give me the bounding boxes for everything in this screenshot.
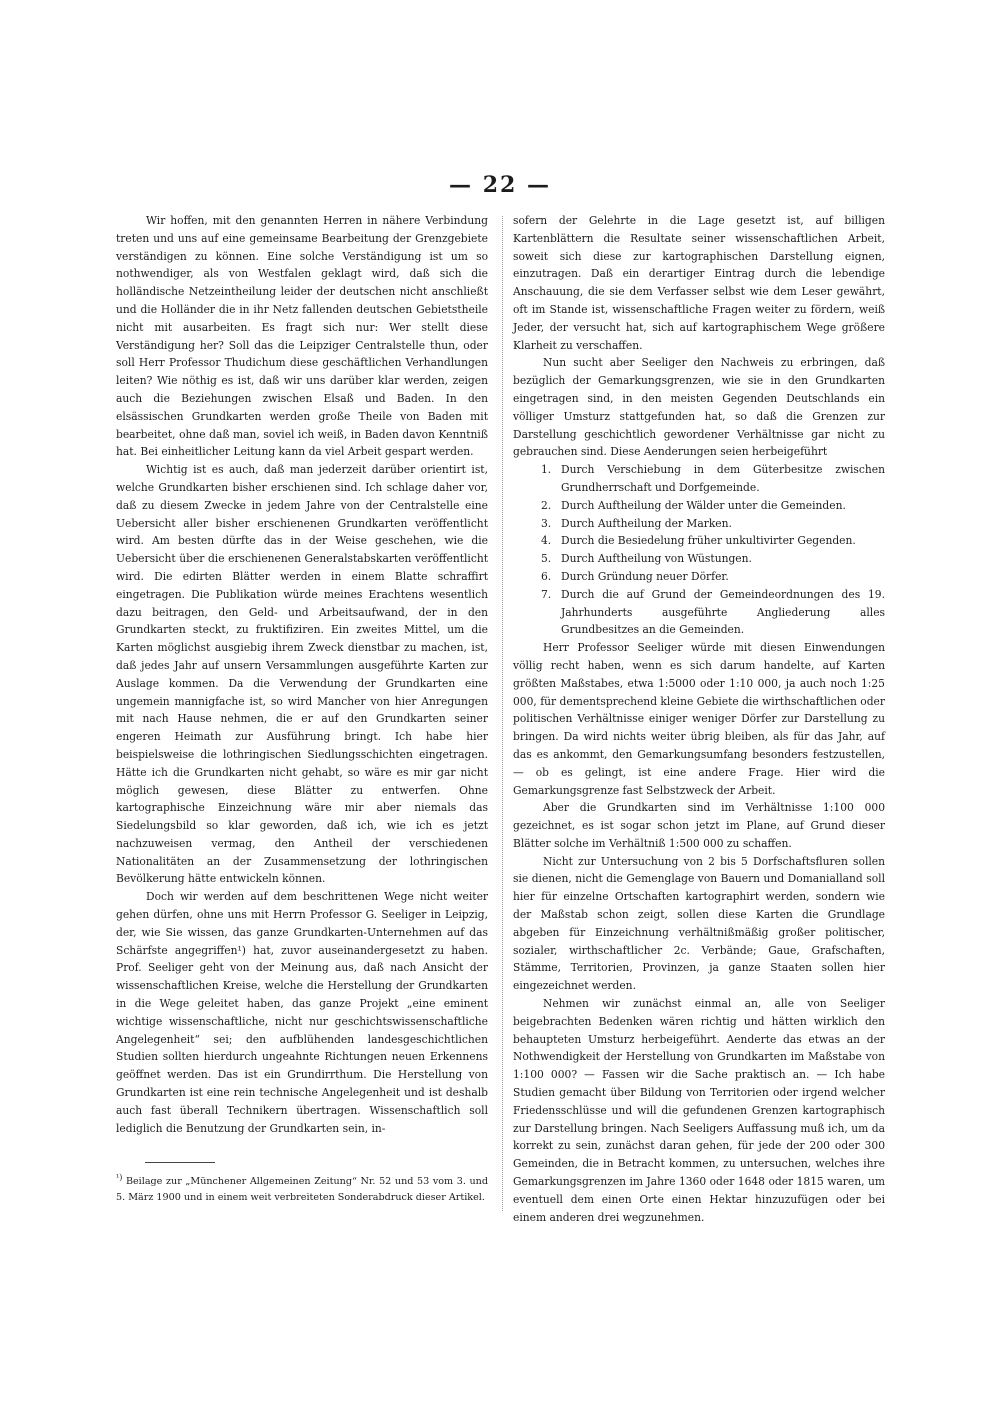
list-number: 1.	[541, 463, 552, 477]
paragraph: Nun sucht aber Seeliger den Nachweis zu erbringen, daß bezüglich der Gemarkungsgrenzen, wie sie in den Grundkarten eingetragen sind, in den meisten Gegenden Deutschlands ein völliger Umsturz stattgefunden hat, so daß die Grenzen zur Darstellung geschichtlich gewordener Verhältnisse gar nicht zu gebrauchen sind. Diese Aenderungen seien herbeigeführt	[513, 356, 885, 459]
list-number: 3.	[541, 516, 552, 530]
column-divider	[502, 216, 503, 1211]
list-number: 5.	[541, 552, 552, 566]
paragraph: Wichtig ist es auch, daß man jederzeit darüber orientirt ist, welche Grundkarten bisher erschienen sind. Ich schlage daher vor, daß zu diesem Zwecke in jedem Jahre von der Centralstelle eine Uebersicht aller bisher erschienenen Grundkarten veröffentlicht wird. Am besten dürfte das in der Weise geschehen, wie die Uebersicht über die erschienenen Generalstabskarten veröffentlicht wird. Die edirten Blätter werden in einem Blatte schraffirt eingetragen. Die Publikation würde meines Erachtens wesentlich dazu beitragen, den Geld- und Arbeitsaufwand, der in den Grundkarten steckt, zu fruktifiziren. Ein zweites Mittel, um die Karten möglichst ausgiebig ihrem Zweck dienstbar zu machen, ist, daß jedes Jahr auf unsern Versammlungen ausgeführte Karten zur Auslage kommen. Da die Verwendung der Grundkarten eine ungemein mannigfache ist, so wird Mancher von hier Anregungen mit nach Hause nehmen, die er auf den Grundkarten seiner engeren Heimath zur Ausführung bringt. Ich habe hier beispielsweise die lothringischen Siedlungsschichten eingetragen. Hätte ich die Grundkarten nicht gehabt, so wäre es mir gar nicht möglich gewesen, diese Blätter zu entwerfen. Ohne kartographische Einzeichnung wäre mir aber niemals das Siedelungsbild so klar geworden, daß ich, wie ich es jetzt nachzuweisen vermag, den Antheil der verschiedenen Nationalitäten an der Zusammensetzung der lothringischen Bevölkerung hätte entwickeln können.	[116, 463, 488, 886]
list-item	[513, 532, 885, 550]
list-item-text: Durch Auftheilung der Wälder unter die Gemeinden.	[561, 498, 846, 512]
list-item-text: Durch Auftheilung von Wüstungen.	[561, 552, 752, 566]
list-item	[513, 515, 885, 533]
paragraph: Nehmen wir zunächst einmal an, alle von Seeliger beigebrachten Bedenken wären richtig und hätten wirklich den behaupteten Umsturz herbeigeführt. Aenderte das etwas an der Nothwendigkeit der Herstellung von Grundkarten im Maßstabe von 1:100 000? — Fassen wir die Sache praktisch an. — Ich habe Studien gemacht über Bildung von Territorien oder irgend welcher Friedensschlüsse und will die gefundenen Grenzen kartographisch zur Darstellung bringen. Nach Seeligers Auffassung muß ich, um da korrekt zu sein, zunächst daran gehen, für jede der 200 oder 300 Gemeinden, die in Betracht kommen, zu untersuchen, welches ihre Gemarkungsgrenzen im Jahre 1360 oder 1648 oder 1815 waren, um eventuell dem einen Orte einen Hektar hinzuzufügen oder bei einem anderen drei wegzunehmen.	[513, 997, 885, 1224]
footnote	[116, 1170, 488, 1206]
list-number: 4.	[541, 534, 552, 548]
footnote-text: Beilage zur „Münchener Allgemeinen Zeitung“ Nr. 52 und 53 vom 3. und 5. März 1900 und in einem weit verbreiteten Sonderabdruck dieser Artikel.	[116, 1176, 488, 1204]
list-item	[513, 550, 885, 568]
paragraph: Aber die Grundkarten sind im Verhältnisse 1:100 000 gezeichnet, es ist sogar schon jetzt im Plane, auf Grund dieser Blätter solche im Verhältniß 1:500 000 zu schaffen.	[513, 801, 885, 850]
page-number: — 22 —	[449, 172, 551, 198]
list-item-text: Durch die Besiedelung früher unkultivirter Gegenden.	[561, 534, 856, 548]
footnote-mark: ¹)	[116, 1173, 123, 1182]
list-item-text: Durch Gründung neuer Dörfer.	[561, 569, 729, 583]
paragraph: Nicht zur Untersuchung von 2 bis 5 Dorfschaftsfluren sollen sie dienen, nicht die Gemenglage von Bauern und Domanialland soll hier für einzelne Ortschaften kartographirt werden, sondern wie der Maßstab schon zeigt, sollen diese Karten die Grundlage abgeben für Einzeichnung verhältnißmäßig großer politischer, sozialer, wirthschaftlicher 2c. Verbände; Gaue, Grafschaften, Stämme, Territorien, Provinzen, ja ganze Staaten sollen hier eingezeichnet werden.	[513, 854, 885, 993]
paragraph: sofern der Gelehrte in die Lage gesetzt ist, auf billigen Kartenblättern die Resultate seiner wissenschaftlichen Arbeit, soweit sich diese zur kartographischen Darstellung eignen, einzutragen. Daß ein derartiger Eintrag durch die lebendige Anschauung, die sie dem Verfasser selbst wie dem Leser gewährt, oft im Stande ist, wissenschaftliche Fragen weiter zu fördern, weiß Jeder, der versucht hat, sich auf kartographischem Wege größere Klarheit zu verschaffen.	[513, 214, 885, 352]
left-column	[116, 212, 488, 1137]
paragraph: Wir hoffen, mit den genannten Herren in nähere Verbindung treten und uns auf eine gemeinsame Bearbeitung der Grenzgebiete verständigen zu können. Eine solche Verständigung ist um so nothwendiger, als von Westfalen geklagt wird, daß sich die holländische Netzeintheilung leider der deutschen nicht anschließt und die Holländer die in ihr Netz fallenden deutschen Gebietstheile nicht mit ausarbeiten. Es fragt sich nur: Wer stellt diese Verständigung her? Soll das die Leipziger Centralstelle thun, oder soll Herr Professor Thudichum diese geschäftlichen Verhandlungen leiten? Wie nöthig es ist, daß wir uns darüber klar werden, zeigen auch die Beziehungen zwischen Elsaß und Baden. In den elsässischen Grundkarten werden große Theile von Baden mit bearbeitet, ohne daß man, soviel ich weiß, in Baden davon Kenntniß hat. Bei einheitlicher Leitung kann da viel Arbeit gespart werden.	[116, 214, 488, 459]
list-item	[513, 568, 885, 586]
list-item-text: Durch Verschiebung in dem Güterbesitze zwischen Grundherrschaft und Dorfgemeinde.	[561, 463, 885, 494]
paragraph: Herr Professor Seeliger würde mit diesen Einwendungen völlig recht haben, wenn es sich darum handelte, auf Karten größten Maßstabes, etwa 1:5000 oder 1:10 000, ja auch noch 1:25 000, für dementsprechend kleine Gebiete die wirthschaftlichen oder politischen Verhältnisse einiger weniger Dörfer zur Darstellung zu bringen. Da wird nichts weiter übrig bleiben, als für das Jahr, auf das es ankommt, den Gemarkungsumfang besonders festzustellen, — ob es gelingt, ist eine andere Frage. Hier wird die Gemarkungsgrenze fast Selbstzweck der Arbeit.	[513, 641, 885, 797]
list-item	[513, 586, 885, 639]
list-number: 7.	[541, 587, 552, 601]
footnote-rule	[145, 1162, 215, 1163]
list-number: 2.	[541, 498, 552, 512]
numbered-list	[513, 461, 885, 639]
list-item-text: Durch Auftheilung der Marken.	[561, 516, 732, 530]
paragraph: Doch wir werden auf dem beschrittenen Wege nicht weiter gehen dürfen, ohne uns mit Herrn Professor G. Seeliger in Leipzig, der, wie Sie wissen, das ganze Grundkarten-Unternehmen auf das Schärfste angegriffen¹) hat, zuvor auseinandergesetzt zu haben. Prof. Seeliger geht von der Meinung aus, daß nach Ansicht der wissenschaftlichen Kreise, welche die Herstellung der Grundkarten in die Wege geleitet haben, das ganze Projekt „eine eminent wichtige wissenschaftliche, nicht nur geschichtswissenschaftliche Angelegenheit“ sei; den aufblühenden landesgeschichtlichen Studien sollten hierdurch ungeahnte Richtungen neuen Erkennens geöffnet werden. Das ist ein Grundirrthum. Die Herstellung von Grundkarten ist eine rein technische Angelegenheit und ist deshalb auch fast überall Technikern übertragen. Wissenschaftlich soll lediglich die Benutzung der Grundkarten sein, in-	[116, 890, 488, 1135]
list-item-text: Durch die auf Grund der Gemeindeordnungen des 19. Jahrhunderts ausgeführte Angliederung alles Grundbesitzes an die Gemeinden.	[561, 587, 885, 637]
list-item	[513, 461, 885, 497]
right-column	[513, 212, 885, 1226]
list-number: 6.	[541, 569, 552, 583]
list-item	[513, 497, 885, 515]
